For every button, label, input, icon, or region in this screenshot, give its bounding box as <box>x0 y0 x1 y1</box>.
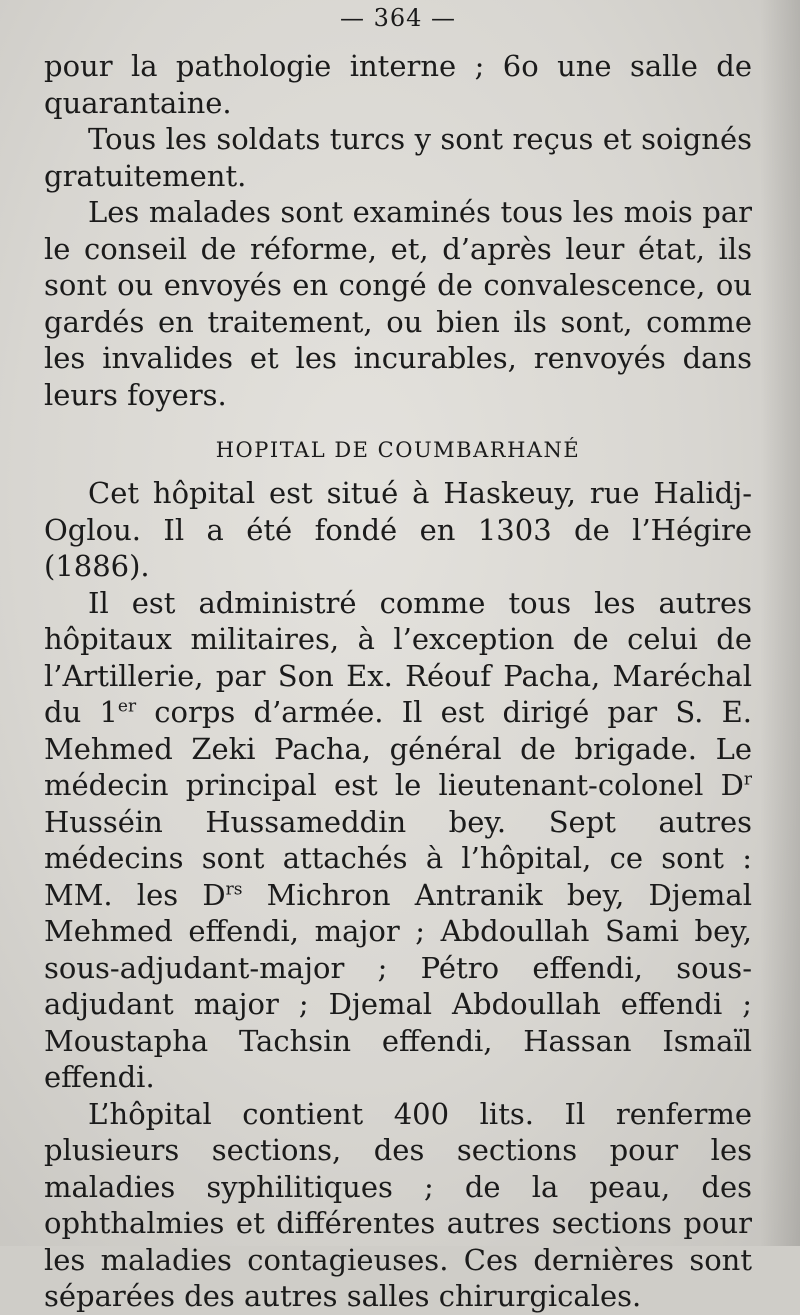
paragraph-administration <box>44 585 752 1096</box>
paragraph-reform-council: Les malades sont examinés tous les mois par le conseil de réforme, et, d’après leur état, ils sont ou envoyés en congé de convalescence, ou gardés en traitement, ou bien ils sont, comme les invalides et les incurables, renvoyés dans leurs foyers. <box>44 195 752 412</box>
admin-text-2: corps d’armée. Il est dirigé par S. E. Mehmed Zeki Pacha, général de brigade. Le médecin principal est le lieutenant-colonel D <box>44 695 752 802</box>
section-heading: HOPITAL DE COUMBARHANÉ <box>215 438 581 462</box>
admin-sup-3: rs <box>225 878 243 899</box>
admin-text-4: Michron Antranik bey, Djemal Mehmed effendi, major ; Abdoullah Sami bey, sous-adjudant-major ; Pétro effendi, sous-adjudant major ; Djemal Abdoullah effendi ; Moustapha Tachsin effendi, Hassan Ismaïl effendi. <box>44 877 752 1094</box>
admin-text-1: Il est administré comme tous les autres hôpitaux militaires, à l’exception de celui de l’Artillerie, par Son Ex. Réouf Pacha, Maréchal du 1 <box>44 585 752 729</box>
paragraph-beds: L’hôpital contient 400 lits. Il renferme plusieurs sections, des sections pour les maladies syphilitiques ; de la peau, des ophthalmies et différentes autres sections pour les maladies contagieuses. Ces dernières sont séparées des autres salles chirurgicales. <box>44 1096 752 1313</box>
admin-sup-2: r <box>743 769 752 790</box>
admin-text-3: Husséin Hussameddin bey. Sept autres médecins sont attachés à l’hôpital, ce sont : MM. les D <box>44 804 752 912</box>
paragraph-location: Cet hôpital est situé à Haskeuy, rue Halidj-Oglou. Il a été fondé en 1303 de l’Hégire (1886). <box>44 476 752 583</box>
paragraph-turkish-soldiers: Tous les soldats turcs y sont reçus et soignés gratuitement. <box>44 122 752 193</box>
paragraph-continuation: pour la pathologie interne ; 6o une salle de quarantaine. <box>44 49 752 120</box>
page-number: — 364 — <box>339 4 457 32</box>
admin-sup-1: er <box>117 696 137 717</box>
